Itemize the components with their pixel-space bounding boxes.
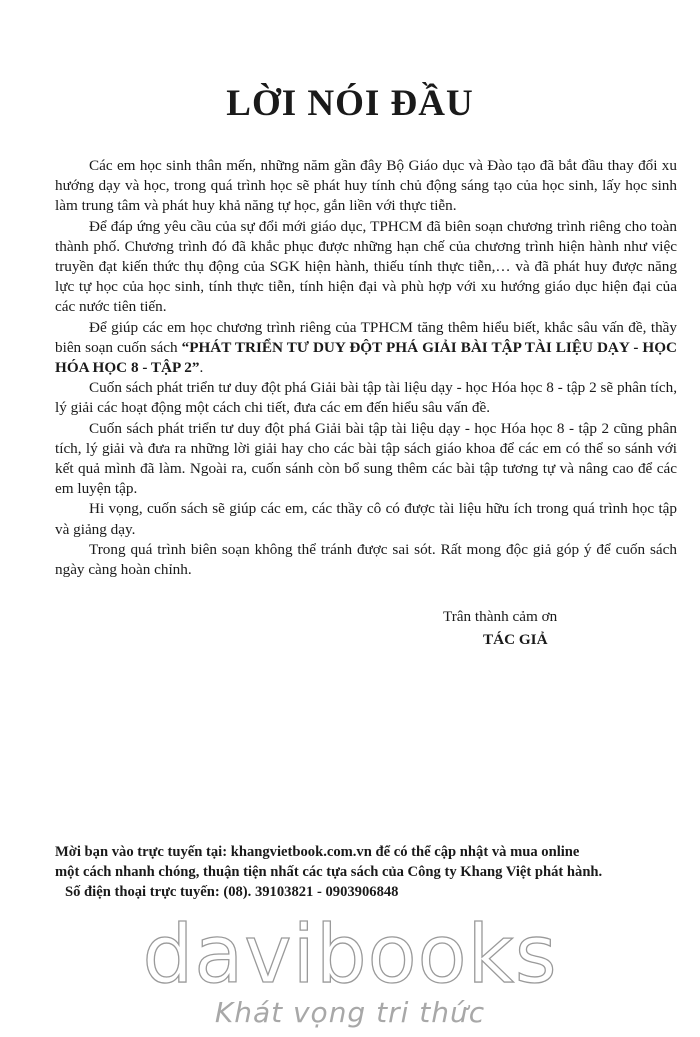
paragraph: Cuốn sách phát triển tư duy đột phá Giải bài tập tài liệu dạy - học Hóa học 8 - tập 2 sẽ phân tích, lý giải các hoạt động một cách chi tiết, đưa các em đến hiểu sâu vấn đề. bbox=[55, 379, 677, 417]
paragraph: Cuốn sách phát triển tư duy đột phá Giải bài tập tài liệu dạy - học Hóa học 8 - tập 2 cũng phân tích, lý giải và đưa ra những lời giải hay cho các bài tập sách giáo khoa để các em có thể so sánh với kết quả mình đã làm. Ngoài ra, cuốn sánh còn bổ sung thêm các bài tập tương tự và nâng cao để các em luyện tập. bbox=[55, 419, 677, 498]
promo-line: một cách nhanh chóng, thuận tiện nhất các tựa sách của Công ty Khang Việt phát hành. bbox=[55, 864, 603, 880]
watermark-slogan: Khát vọng tri thức bbox=[214, 996, 486, 1029]
paragraph bbox=[55, 318, 677, 379]
page-title: LỜI NÓI ĐẦU bbox=[226, 83, 474, 124]
paragraph: Hi vọng, cuốn sách sẽ giúp các em, các thầy cô có được tài liệu hữu ích trong quá trình học tập và giảng dạy. bbox=[55, 500, 677, 538]
signature-thanks: Trân thành cảm ơn bbox=[443, 608, 558, 625]
promo-notice bbox=[55, 842, 677, 902]
promo-phone: Số điện thoại trực tuyến: (08). 39103821 - 0903906848 bbox=[65, 884, 399, 900]
preface-body bbox=[55, 156, 677, 580]
book-title-bold: “PHÁT TRIỂN TƯ DUY ĐỘT PHÁ GIẢI BÀI TẬP TÀI LIỆU DẠY - HỌC HÓA HỌC 8 - TẬP 2” bbox=[55, 338, 677, 377]
paragraph-text: . bbox=[199, 359, 204, 377]
paragraph: Các em học sinh thân mến, những năm gần đây Bộ Giáo dục và Đào tạo đã bắt đầu thay đổi xu hướng dạy và học, trong quá trình học sẽ phát huy tính chủ động sáng tạo của học sinh, lấy học sinh làm trung tâm và phát huy khả năng tự học, gắn liền với thực tiễn. bbox=[55, 157, 677, 215]
paragraph: Để đáp ứng yêu cầu của sự đổi mới giáo dục, TPHCM đã biên soạn chương trình riêng cho toàn thành phố. Chương trình đó đã khắc phục được những hạn chế của chương trình hiện hành như việc truyền đạt kiến thức thụ động của SGK hiện hành, thiếu tính thực tiễn,… và đã phát huy được năng lực tự học của học sinh, tính thực tiễn, tính hiện đại và phù hợp với xu hướng giáo dục hiện đại của các nước tiên tiến. bbox=[55, 217, 677, 316]
watermark-logo: davibooks bbox=[142, 908, 558, 1001]
promo-line: Mời bạn vào trực tuyến tại: khangvietbook.com.vn để có thể cập nhật và mua online bbox=[55, 844, 580, 860]
signature-author: TÁC GIẢ bbox=[483, 631, 548, 648]
paragraph-text: Để giúp các em học chương trình riêng của TPHCM tăng thêm hiểu biết, khắc sâu vấn đề, thầy biên soạn cuốn sách bbox=[55, 318, 677, 356]
paragraph: Trong quá trình biên soạn không thể tránh được sai sót. Rất mong độc giả góp ý để cuốn sách ngày càng hoàn chỉnh. bbox=[55, 540, 677, 579]
